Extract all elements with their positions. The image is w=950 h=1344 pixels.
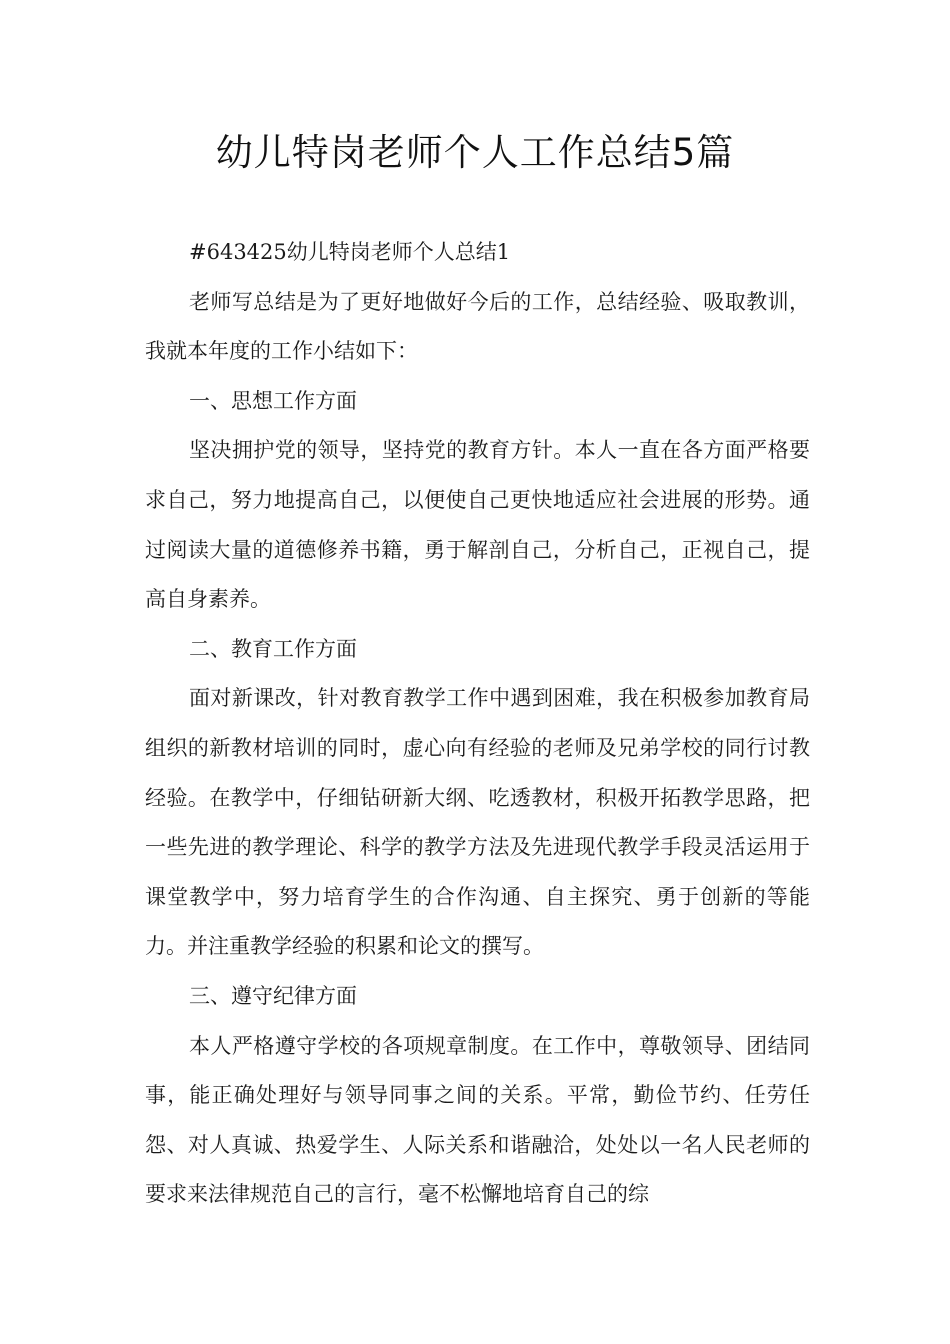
document-body xyxy=(145,228,810,1220)
section-heading-discipline: 三、遵守纪律方面 xyxy=(189,983,357,1008)
document-title: 幼儿特岗老师个人工作总结5篇 xyxy=(215,131,735,174)
section-heading-ideology: 一、思想工作方面 xyxy=(189,388,357,413)
intro-paragraph: 老师写总结是为了更好地做好今后的工作，总结经验、吸取教训，我就本年度的工作小结如下： xyxy=(145,289,810,364)
education-paragraph: 面对新课改，针对教育教学工作中遇到困难，我在积极参加教育局组织的新教材培训的同时，虚心向有经验的老师及兄弟学校的同行讨教经验。在教学中，仔细钻研新大纲、吃透教材，积极开拓教学思路，把一些先进的教学理论、科学的教学方法及先进现代教学手段灵活运用于课堂教学中，努力培育学生的合作沟通、自主探究、勇于创新的等能力。并注重教学经验的积累和论文的撰写。 xyxy=(145,686,810,959)
section-heading-summary-1: #643425幼儿特岗老师个人总结1 xyxy=(189,240,511,264)
section-heading-education: 二、教育工作方面 xyxy=(189,636,357,661)
ideology-paragraph: 坚决拥护党的领导，坚持党的教育方针。本人一直在各方面严格要求自己，努力地提高自己，以便使自己更快地适应社会进展的形势。通过阅读大量的道德修养书籍，勇于解剖自己，分析自己，正视自己，提高自身素养。 xyxy=(145,438,810,612)
discipline-paragraph: 本人严格遵守学校的各项规章制度。在工作中，尊敬领导、团结同事，能正确处理好与领导同事之间的关系。平常，勤俭节约、任劳任怨、对人真诚、热爱学生、人际关系和谐融洽，处处以一名人民老师的要求来法律规范自己的言行，毫不松懈地培育自己的综 xyxy=(145,1033,810,1207)
